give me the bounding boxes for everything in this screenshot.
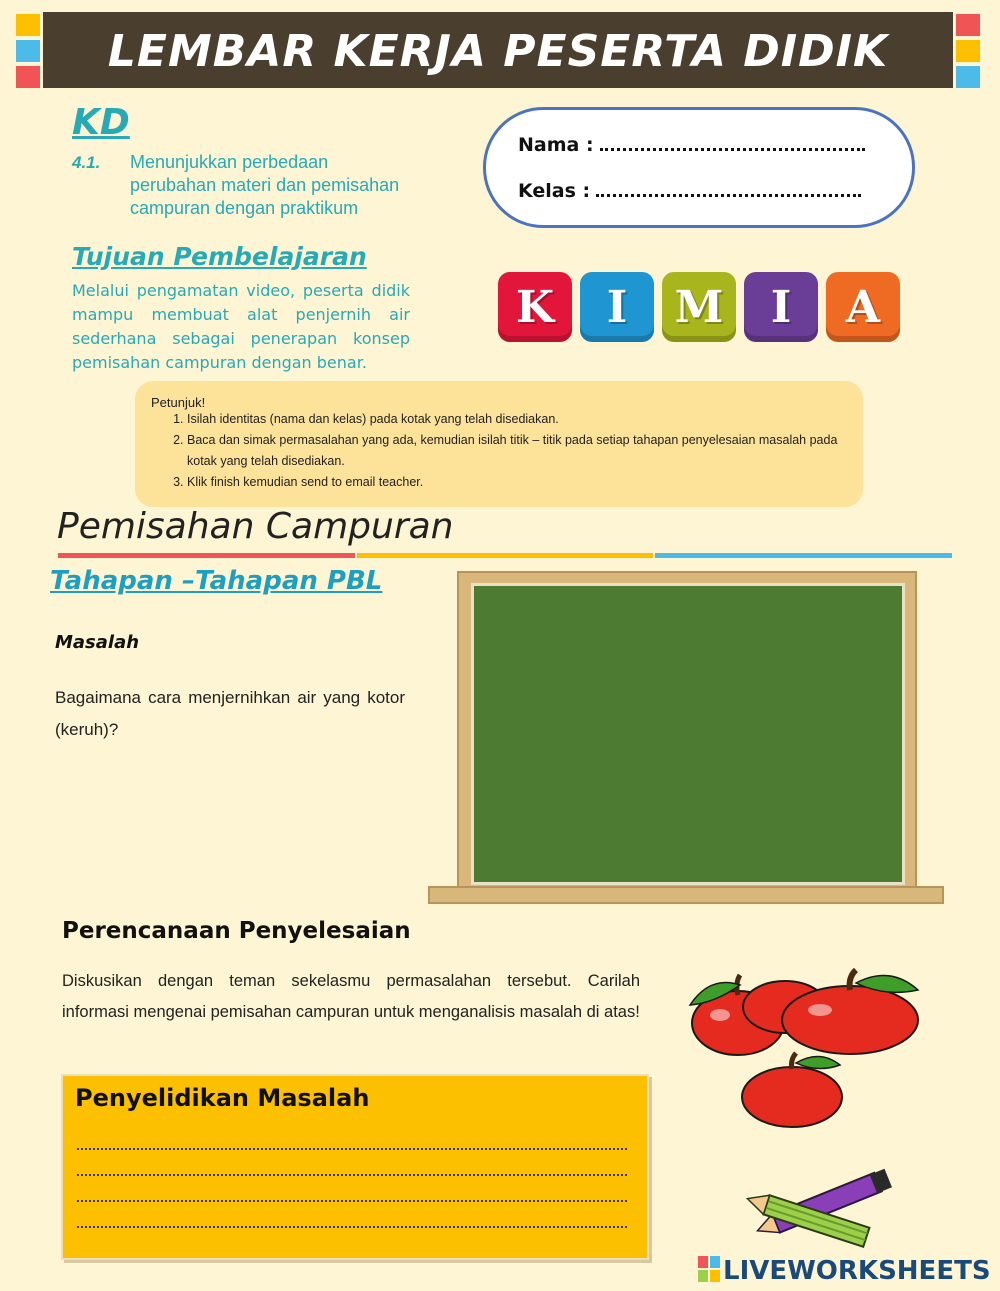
penyelidikan-box	[61, 1074, 649, 1260]
kd-text: Menunjukkan perbedaan perubahan materi dan pemisahan campuran dengan praktikum	[130, 152, 400, 218]
deco-square-red-3	[956, 14, 980, 36]
masalah-text: Bagaimana cara menjernihkan air yang kotor (keruh)?	[55, 688, 405, 739]
answer-line-3[interactable]	[77, 1200, 627, 1202]
kimia-tile-k: K	[498, 272, 572, 342]
answer-line-4[interactable]	[77, 1226, 627, 1228]
divider-red	[58, 553, 355, 558]
nama-row	[518, 134, 865, 156]
deco-square-red	[16, 14, 40, 36]
liveworksheets-icon	[698, 1256, 720, 1282]
chalkboard-ledge	[428, 886, 944, 904]
deco-square-blue	[16, 40, 40, 62]
nama-input[interactable]	[600, 138, 865, 151]
penyelidikan-heading: Penyelidikan Masalah	[75, 1084, 370, 1112]
tujuan-text: Melalui pengamatan video, peserta didik mampu membuat alat penjernih air sederhana sebagai penerapan konsep pemisahan campuran dengan benar.	[72, 281, 410, 372]
instructions-list	[151, 409, 867, 493]
section-title: Pemisahan Campuran	[57, 506, 454, 547]
kimia-tile-i-2: I	[744, 272, 818, 342]
answer-line-2[interactable]	[77, 1174, 627, 1176]
tujuan-heading: Tujuan Pembelajaran	[72, 242, 367, 271]
liveworksheets-text: LIVEWORKSHEETS	[723, 1256, 991, 1286]
kimia-tile-m: M	[662, 272, 736, 342]
kimia-tile-i: I	[580, 272, 654, 342]
liveworksheets-logo	[698, 1256, 991, 1286]
kd-heading: KD	[72, 102, 130, 143]
nama-label: Nama :	[518, 134, 594, 156]
page-title: LEMBAR KERJA PESERTA DIDIK	[43, 12, 953, 88]
instruction-item: 2. Baca dan simak permasalahan yang ada, kemudian isilah titik – titik pada setiap tahapan penyelesaian masalah pada kotak yang telah disediakan.	[187, 430, 867, 472]
kd-number: 4.1.	[72, 153, 101, 172]
divider-yellow	[357, 553, 653, 558]
kelas-row	[518, 180, 861, 202]
apples-icon	[680, 965, 930, 1135]
instruction-item: 3. Klik finish kemudian send to email teacher.	[187, 472, 867, 493]
masalah-heading: Masalah	[55, 632, 140, 653]
instructions-title: Petunjuk!	[151, 395, 206, 410]
kelas-label: Kelas :	[518, 180, 591, 202]
chalkboard-video-area[interactable]	[471, 583, 905, 885]
answer-line-1[interactable]	[77, 1148, 627, 1150]
kelas-input[interactable]	[596, 184, 861, 197]
kimia-tile-a: A	[826, 272, 900, 342]
deco-square-yellow	[956, 40, 980, 62]
deco-square-blue-2	[956, 66, 980, 88]
divider-blue	[655, 553, 952, 558]
perencanaan-text: Diskusikan dengan teman sekelasmu permasalahan tersebut. Carilah informasi mengenai pemisahan campuran untuk menganalisis masalah di atas!	[62, 972, 640, 1021]
deco-square-red-2	[16, 66, 40, 88]
pbl-heading: Tahapan –Tahapan PBL	[50, 566, 383, 596]
perencanaan-heading: Perencanaan Penyelesaian	[62, 918, 411, 944]
pencils-icon	[735, 1168, 905, 1256]
instructions-box	[135, 381, 863, 507]
identity-box	[483, 107, 915, 228]
instruction-item: 1. Isilah identitas (nama dan kelas) pada kotak yang telah disediakan.	[187, 409, 867, 430]
